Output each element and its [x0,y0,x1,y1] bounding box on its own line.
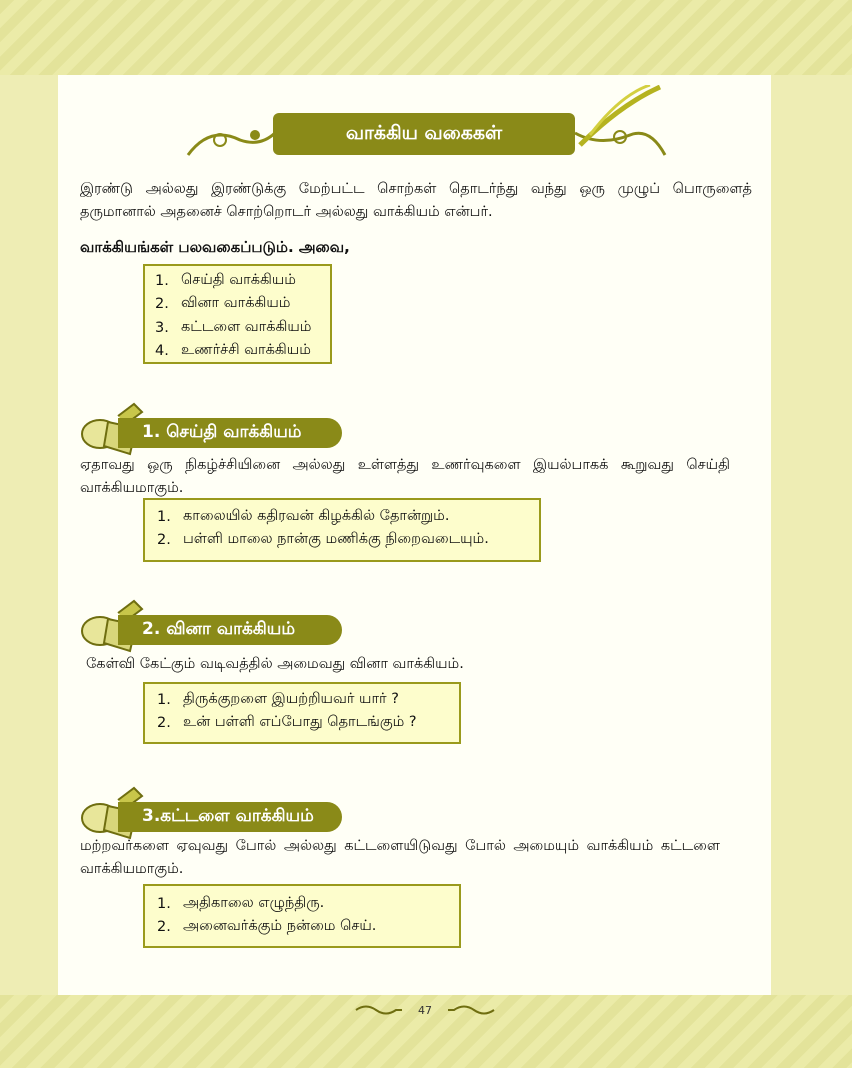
section-heading-2 [78,595,358,657]
list-item: 2. பள்ளி மாலை நான்கு மணிக்கு நிறைவடையும். [157,531,489,549]
page-title: வாக்கிய வகைகள் [273,113,575,155]
right-margin [771,75,852,995]
page-number: 47 [418,1003,432,1017]
list-item: 4. உணர்ச்சி வாக்கியம் [155,342,311,360]
page-footer [345,1000,505,1020]
section-heading-label: 2. வினா வாக்கியம் [118,615,342,645]
list-item: 1. செய்தி வாக்கியம் [155,271,296,289]
intro-paragraph: இரண்டு அல்லது இரண்டுக்கு மேற்பட்ட சொற்கள் தொடர்ந்து வந்து ஒரு முழுப் பொருளைத் தருமானால் அதனைச் சொற்றொடர் அல்லது வாக்கியம் என்பர். [80,181,752,220]
section-2-description: கேள்வி கேட்கும் வடிவத்தில் அமைவது வினா வாக்கியம். [86,656,464,672]
section-heading-label: 1. செய்தி வாக்கியம் [118,418,342,448]
title-banner [180,85,670,165]
section-3-description: மற்றவர்களை ஏவுவது போல் அல்லது கட்டளையிடுவது போல் அமையும் வாக்கியம் கட்டளை வாக்கியமாகும். [80,838,720,877]
section-heading-label: 3.கட்டளை வாக்கியம் [118,802,342,832]
list-item: 1. அதிகாலை எழுந்திரு. [157,894,325,912]
list-item: 2. வினா வாக்கியம் [155,295,291,313]
top-decorative-band [0,0,852,75]
footer-ornament-icon [354,1003,404,1017]
types-heading: வாக்கியங்கள் பலவகைப்படும். அவை, [80,238,350,256]
section-3-examples-box [143,884,461,948]
footer-ornament-icon [446,1003,496,1017]
list-item: 1. காலையில் கதிரவன் கிழக்கில் தோன்றும். [157,507,450,525]
list-item: 3. கட்டளை வாக்கியம் [155,318,312,336]
section-1-examples-box [143,498,541,562]
list-item: 2. அனைவர்க்கும் நன்மை செய். [157,918,377,936]
types-list-box [143,264,332,364]
left-margin [0,75,58,995]
section-2-examples-box [143,682,461,744]
section-1-description: ஏதாவது ஒரு நிகழ்ச்சியினை அல்லது உள்ளத்து உணர்வுகளை இயல்பாகக் கூறுவது செய்தி வாக்கியமாகும். [80,457,730,496]
list-item: 1. திருக்குறளை இயற்றியவர் யார் ? [157,690,399,708]
section-heading-1 [78,398,358,460]
list-item: 2. உன் பள்ளி எப்போது தொடங்கும் ? [157,714,417,732]
